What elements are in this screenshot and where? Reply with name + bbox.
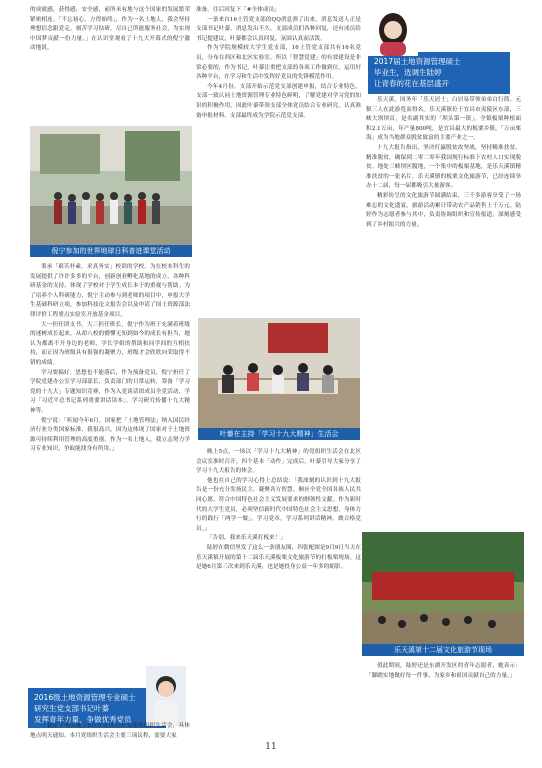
banner-line: 毕业生，选调生陆婷	[374, 68, 442, 77]
photo-party-meeting	[198, 318, 360, 440]
paragraph: 学习要搞好，思想也不能落后，作为预备党员，倪宁担任了学院党建办公室学习部部长，负责部门的日常运转，筹备「学习党的十九大」专题知识竞赛，作为入党谈话团成员全党活动、学习「习近平总书记系列重要讲话读本」，学习研究传播十九大精神等。	[30, 369, 190, 414]
paragraph: 今年4月份，支部开始示范党支部创建申报，结合专业特色，支部一致认同土地资源管理专业特色鲜明，了解党建对学习党的知识的积极作用，因此叶蓁带领支部全体党员结合专业研究，认真准备申报材料，支部最终成为学院示范党支部。	[196, 83, 361, 119]
paragraph: 秉承「艰苦朴素，求真务实」校训的学校，为在校本科生的发展提供了许许多多的平台，创新创业孵化基地的成立、各种科研基金的支持、体现了学校对于学生成长本于的重视与帮助。为了培养个人科研能力，倪宁主动参与到老师的项目中，申报大学生基础科研立项，参加科技论文报告会以及申请了国土资源部法律评价工程重点实验室开放基金项目。	[30, 264, 190, 318]
article-column-3-lower	[366, 662, 521, 681]
paragraph: 准备。往后回复下「#全体成员」	[196, 7, 280, 13]
paragraph: 值此期间，陆婷还是东湖开发区的青年志愿者，她表示：「脚踏实地做好每一件事，为家乡和祖国贡献自己的力量。」	[366, 663, 521, 679]
paragraph: 晚上5点，一场以「学习十九大精神」的党组织生活会在北区会议室准时召开。四个基本「动作」完成后，叶蓁引导大家分享了学习十九大报告的体会。	[196, 449, 361, 475]
paragraph: 精彩纷呈的文化旅游节圆满结束，三千多游客享受了一场难忘的文化盛宴，旅游活动累计带动农产品销售上千万元。陆婷作为志愿者参与其中，负责协调组织和宣传报道，深刻感受到了乡村振兴的力量。	[366, 192, 521, 228]
article-column-3	[366, 96, 521, 230]
banner-line: 研究生党支部书记叶蓁	[34, 704, 109, 713]
banner-line: 发挥青年力量，争做优秀党员	[34, 715, 132, 724]
photo-chestnut-festival	[362, 532, 524, 656]
portrait-lu-ting	[368, 8, 418, 56]
banner-line: 2017届土地资源管理硕士	[374, 57, 461, 66]
article-column-2	[196, 6, 361, 121]
paragraph: 作为学院规模较大学生党支部，16土管党支部共有16名党员，分布在西区和北区实验室，所以「智慧党建」的有效建设是非常必要的，作为书记，叶蓁注重把支部的各项工作做到位，运用好各种平台，在学习和生活中发挥好党员的先锋模范作用。	[196, 45, 361, 81]
paragraph: 乐天溪，国务年「乐天居士」白居易带领弟弟白行简、元稹三人在此游览而得名。乐天溪镇位于宜昌市夷陵区东部，三峡大坝坝首，是名副其实的「坝头第一镇」。全镇板栗种植面积2.1万亩，年产量800吨，是宜昌最大的板栗乡镇，「万亩栗海」成为当地群众脱贫致富的主要产业之一。	[366, 97, 521, 142]
profile-banner-top	[368, 52, 510, 94]
paragraph: 一条来自16土管党支部的QQ消息弹了出来，消息发送人正是支部书记叶蓁。消息发出不久，支部成员们各种回复，还有成员给书记提建议，叶蓁都会认真回复，氛围认真而活泼。	[196, 16, 361, 42]
paragraph: 「告别，我来乐天溪打板来！」	[207, 535, 287, 542]
portrait-ye-zhen	[146, 666, 186, 726]
article-column-1	[30, 6, 190, 54]
paragraph: 倪宁说：「听闻今年6月，国家把「土地管理法」纳入国民经济行业分类国家标准，我很高兴，因为这体现了国家对于土地资源可持续利用管理的高度重视。作为一名土地人，我立志努力学习专业知识，争取能找身有所用。」	[30, 417, 190, 453]
meeting-photo-image	[198, 318, 360, 440]
paragraph: 的成就感，获得感，安全感，前所未有地与这个国家的发展繁荣紧密相连。「不忘初心，方得始终」，作为一名土地人，我会坚持理想信念跟党走，刻苦学习钻研，尽自己所能服务社会，为实现中国梦贡献一份力量。」在认识堂观看了十九大开幕式的倪宁激动地说。	[30, 7, 190, 52]
paragraph: 陆婷在微信里发了这么一条朋友圈，四张配图是9月9日当天在乐天溪镇开展的第十二届乐天溪板栗文化旅游节的打板栗现场。这是她6月第三次来到乐天溪，也是她投身公益一年多的缩影。	[196, 544, 361, 571]
paragraph: 十九大报告指出，坚决打赢脱贫攻坚战，坚持精准扶贫、精准脱贫，确保到二零二零年我国现行标准下农村人口实现脱贫。地处三峡坝区腹地，一个集中的板栗基地，是乐天溪镇精准扶贫的一张名片，乐天溪镇的板栗文化旅游节，已经连续举办十二届，每一届都吸引大量游客。	[366, 144, 521, 190]
festival-photo-image	[362, 532, 524, 656]
banner-line: 2016级土地资源管理专业硕士	[34, 693, 136, 702]
portrait-image	[146, 666, 186, 726]
photo-caption: 倪宁参加的世界地球日科普进课堂活动	[30, 245, 192, 257]
paragraph: 「初定于明天晚上5点在北区召开支部党组织生活会，具体地点明天通知。本月党组织生活会主要三项议程，需要大家	[30, 723, 190, 739]
group-photo-image	[30, 126, 192, 257]
paragraph: 大一担任团支书，大三担任班长，倪宁作为班干充满着班级的迷树成长起来，从却八校的懵懂无知到如今的成长有担当，她认为都离不开身边的老师，学长学姐的帮助和同学间的互相扶持，而正因为班级具有很强的凝聚力，班级才会欣欣向荣取得不错的成绩。	[30, 321, 190, 366]
paragraph: 他也在自己的学习心得上总结说：「我深刻的认识到十九大报告是一份充分发扬民主、凝聚各方智慧、顺应全党全国各族人民共同心愿、符合中国特色社会主义发展要求的纲领性文献。作为新时代的大学生党员，必须坚信新时代中国特色社会主义思想，身体力行的践行「两学一做」，学习党章，学习系列讲话精神，做合格党员。」	[196, 477, 361, 532]
banner-line: 让青春的花在基层盛开	[374, 79, 449, 88]
article-column-2-lower	[196, 448, 361, 573]
article-column-1-lower	[30, 263, 190, 455]
portrait-image	[368, 8, 418, 56]
photo-caption: 乐天溪第十二届文化旅游节现场	[362, 644, 524, 656]
photo-earth-day-event	[30, 126, 192, 257]
page-number: 11	[265, 742, 277, 752]
photo-caption: 叶蓁在主持「学习十九大精神」生活会	[198, 428, 360, 440]
article-column-1-end	[30, 722, 190, 741]
